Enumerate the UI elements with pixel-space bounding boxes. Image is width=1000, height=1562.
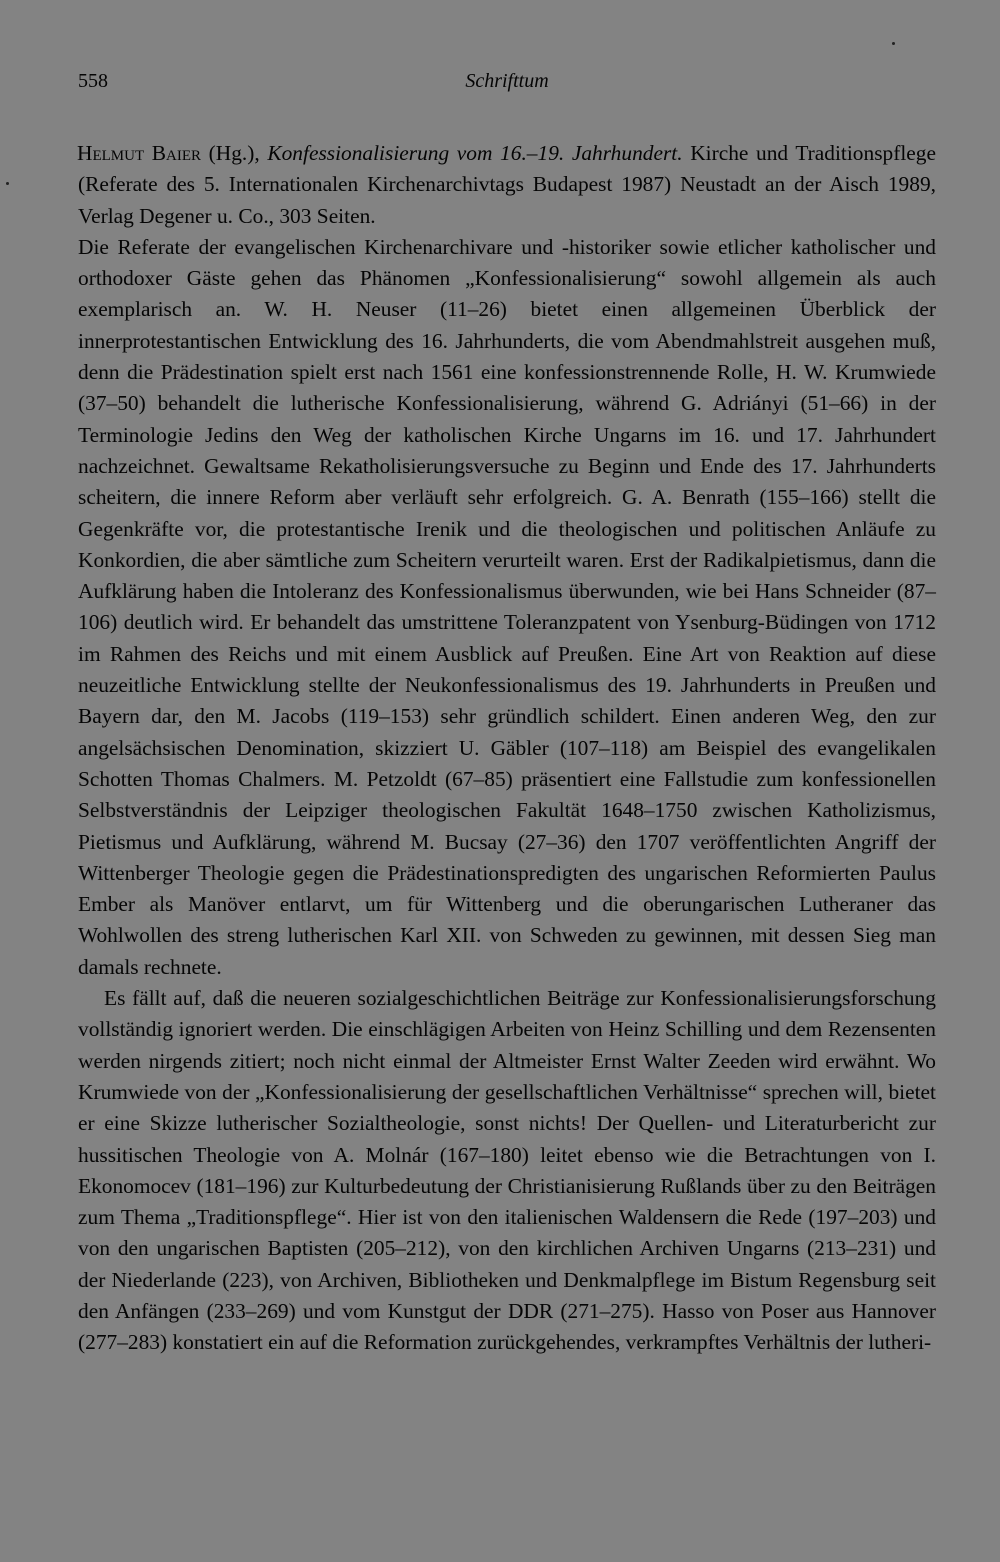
running-head (78, 70, 936, 102)
publication-details: Kirche und Traditionspflege (Referate des 5. Internationalen Kirchenarchivtags Budapest 1987) Neustadt an der Aisch 1989, Verlag Degener u. Co., 303 Seiten. (78, 141, 936, 228)
review-author: Helmut Baier (77, 141, 201, 165)
book-title: Konfessionalisierung vom 16.–19. Jahrhundert. (267, 141, 683, 165)
citation (78, 138, 936, 232)
scan-speck (892, 42, 895, 45)
paragraph-2: Es fällt auf, daß die neueren sozialgeschichtlichen Beiträge zur Konfessionalisierungsforschung vollständig ignoriert werden. Die einschlägigen Arbeiten von Heinz Schilling und dem Rezensenten werden nirgends zitiert; noch nicht einmal der Altmeister Ernst Walter Zeeden wird erwähnt. Wo Krumwiede von der „Konfessionalisierung der gesellschaftlichen Verhältnisse“ sprechen will, bietet er eine Skizze lutherischer Sozialtheologie, sonst nichts! Der Quellen- und Literaturbericht zur hussitischen Theologie von A. Molnár (167–180) leitet ebenso wie die Betrachtungen von I. Ekonomocev (181–196) zur Kulturbedeutung der Christianisierung Rußlands über zu den Beiträgen zum Thema „Traditionspflege“. Hier ist von den italienischen Waldensern die Rede (197–203) und von den ungarischen Baptisten (205–212), von den kirchlichen Archiven Ungarns (213–231) und der Niederlande (223), von Archiven, Bibliotheken und Denkmalpflege im Bistum Regensburg seit den Anfängen (233–269) und vom Kunstgut der DDR (271–275). Hasso von Poser aus Hannover (277–283) konstatiert ein auf die Reformation zurückgehendes, verkrampftes Verhältnis der lutheri- (78, 986, 936, 1355)
paragraph-1: Die Referate der evangelischen Kirchenarchivare und -historiker sowie etlicher katholischer und orthodoxer Gäste gehen das Phänomen „Konfessionalisierung“ sowohl allgemein als auch exemplarisch an. W. H. Neuser (11–26) bietet einen allgemeinen Überblick der innerprotestantischen Entwicklung des 16. Jahrhunderts, die vom Abendmahlstreit ausgehen muß, denn die Prädestination spielt erst nach 1561 eine konfessionstrennende Rolle, H. W. Krumwiede (37–50) behandelt die lutherische Konfessionalisierung, während G. Adriányi (51–66) in der Terminologie Jedins den Weg der katholischen Kirche Ungarns im 16. und 17. Jahrhundert nachzeichnet. Gewaltsame Rekatholisierungsversuche zu Beginn und Ende des 17. Jahrhunderts scheitern, die innere Reform aber verläuft sehr erfolgreich. G. A. Benrath (155–166) stellt die Gegenkräfte vor, die protestantische Irenik und die theologischen und politischen Anläufe zu Konkordien, die aber sämtliche zum Scheitern verurteilt waren. Erst der Radikalpietismus, dann die Aufklärung haben die Intoleranz des Konfessionalismus überwunden, wie bei Hans Schneider (87–106) deutlich wird. Er behandelt das umstrittene Toleranzpatent von Ysenburg-Büdingen von 1712 im Rahmen des Reichs und mit einem Ausblick auf Preußen. Eine Art von Reaktion auf diese neuzeitliche Entwicklung stellte der Neukonfessionalismus des 19. Jahrhunderts in Preußen und Bayern dar, den M. Jacobs (119–153) sehr gründlich schildert. Einen anderen Weg, den zur angelsächsischen Denomination, skizziert U. Gäbler (107–118) am Beispiel des evangelikalen Schotten Thomas Chalmers. M. Petzoldt (67–85) präsentiert eine Fallstudie zum konfessionellen Selbstverständnis der Leipziger theologischen Fakultät 1648–1750 zwischen Katholizismus, Pietismus und Aufklärung, während M. Bucsay (27–36) den 1707 veröffentlichten Angriff der Wittenberger Theologie gegen die Prädestinationspredigten des ungarischen Reformierten Paulus Ember als Manöver entlarvt, um für Wittenberg und die oberungarischen Lutheraner das Wohlwollen des streng lutherischen Karl XII. von Schweden zu gewinnen, mit dessen Sieg man damals rechnete. (78, 234, 936, 979)
review-body (78, 138, 936, 1359)
running-title: Schrifttum (465, 70, 549, 92)
page-number: 558 (78, 70, 108, 92)
editor-marker: (Hg.), (208, 141, 260, 165)
scan-speck (6, 182, 9, 185)
